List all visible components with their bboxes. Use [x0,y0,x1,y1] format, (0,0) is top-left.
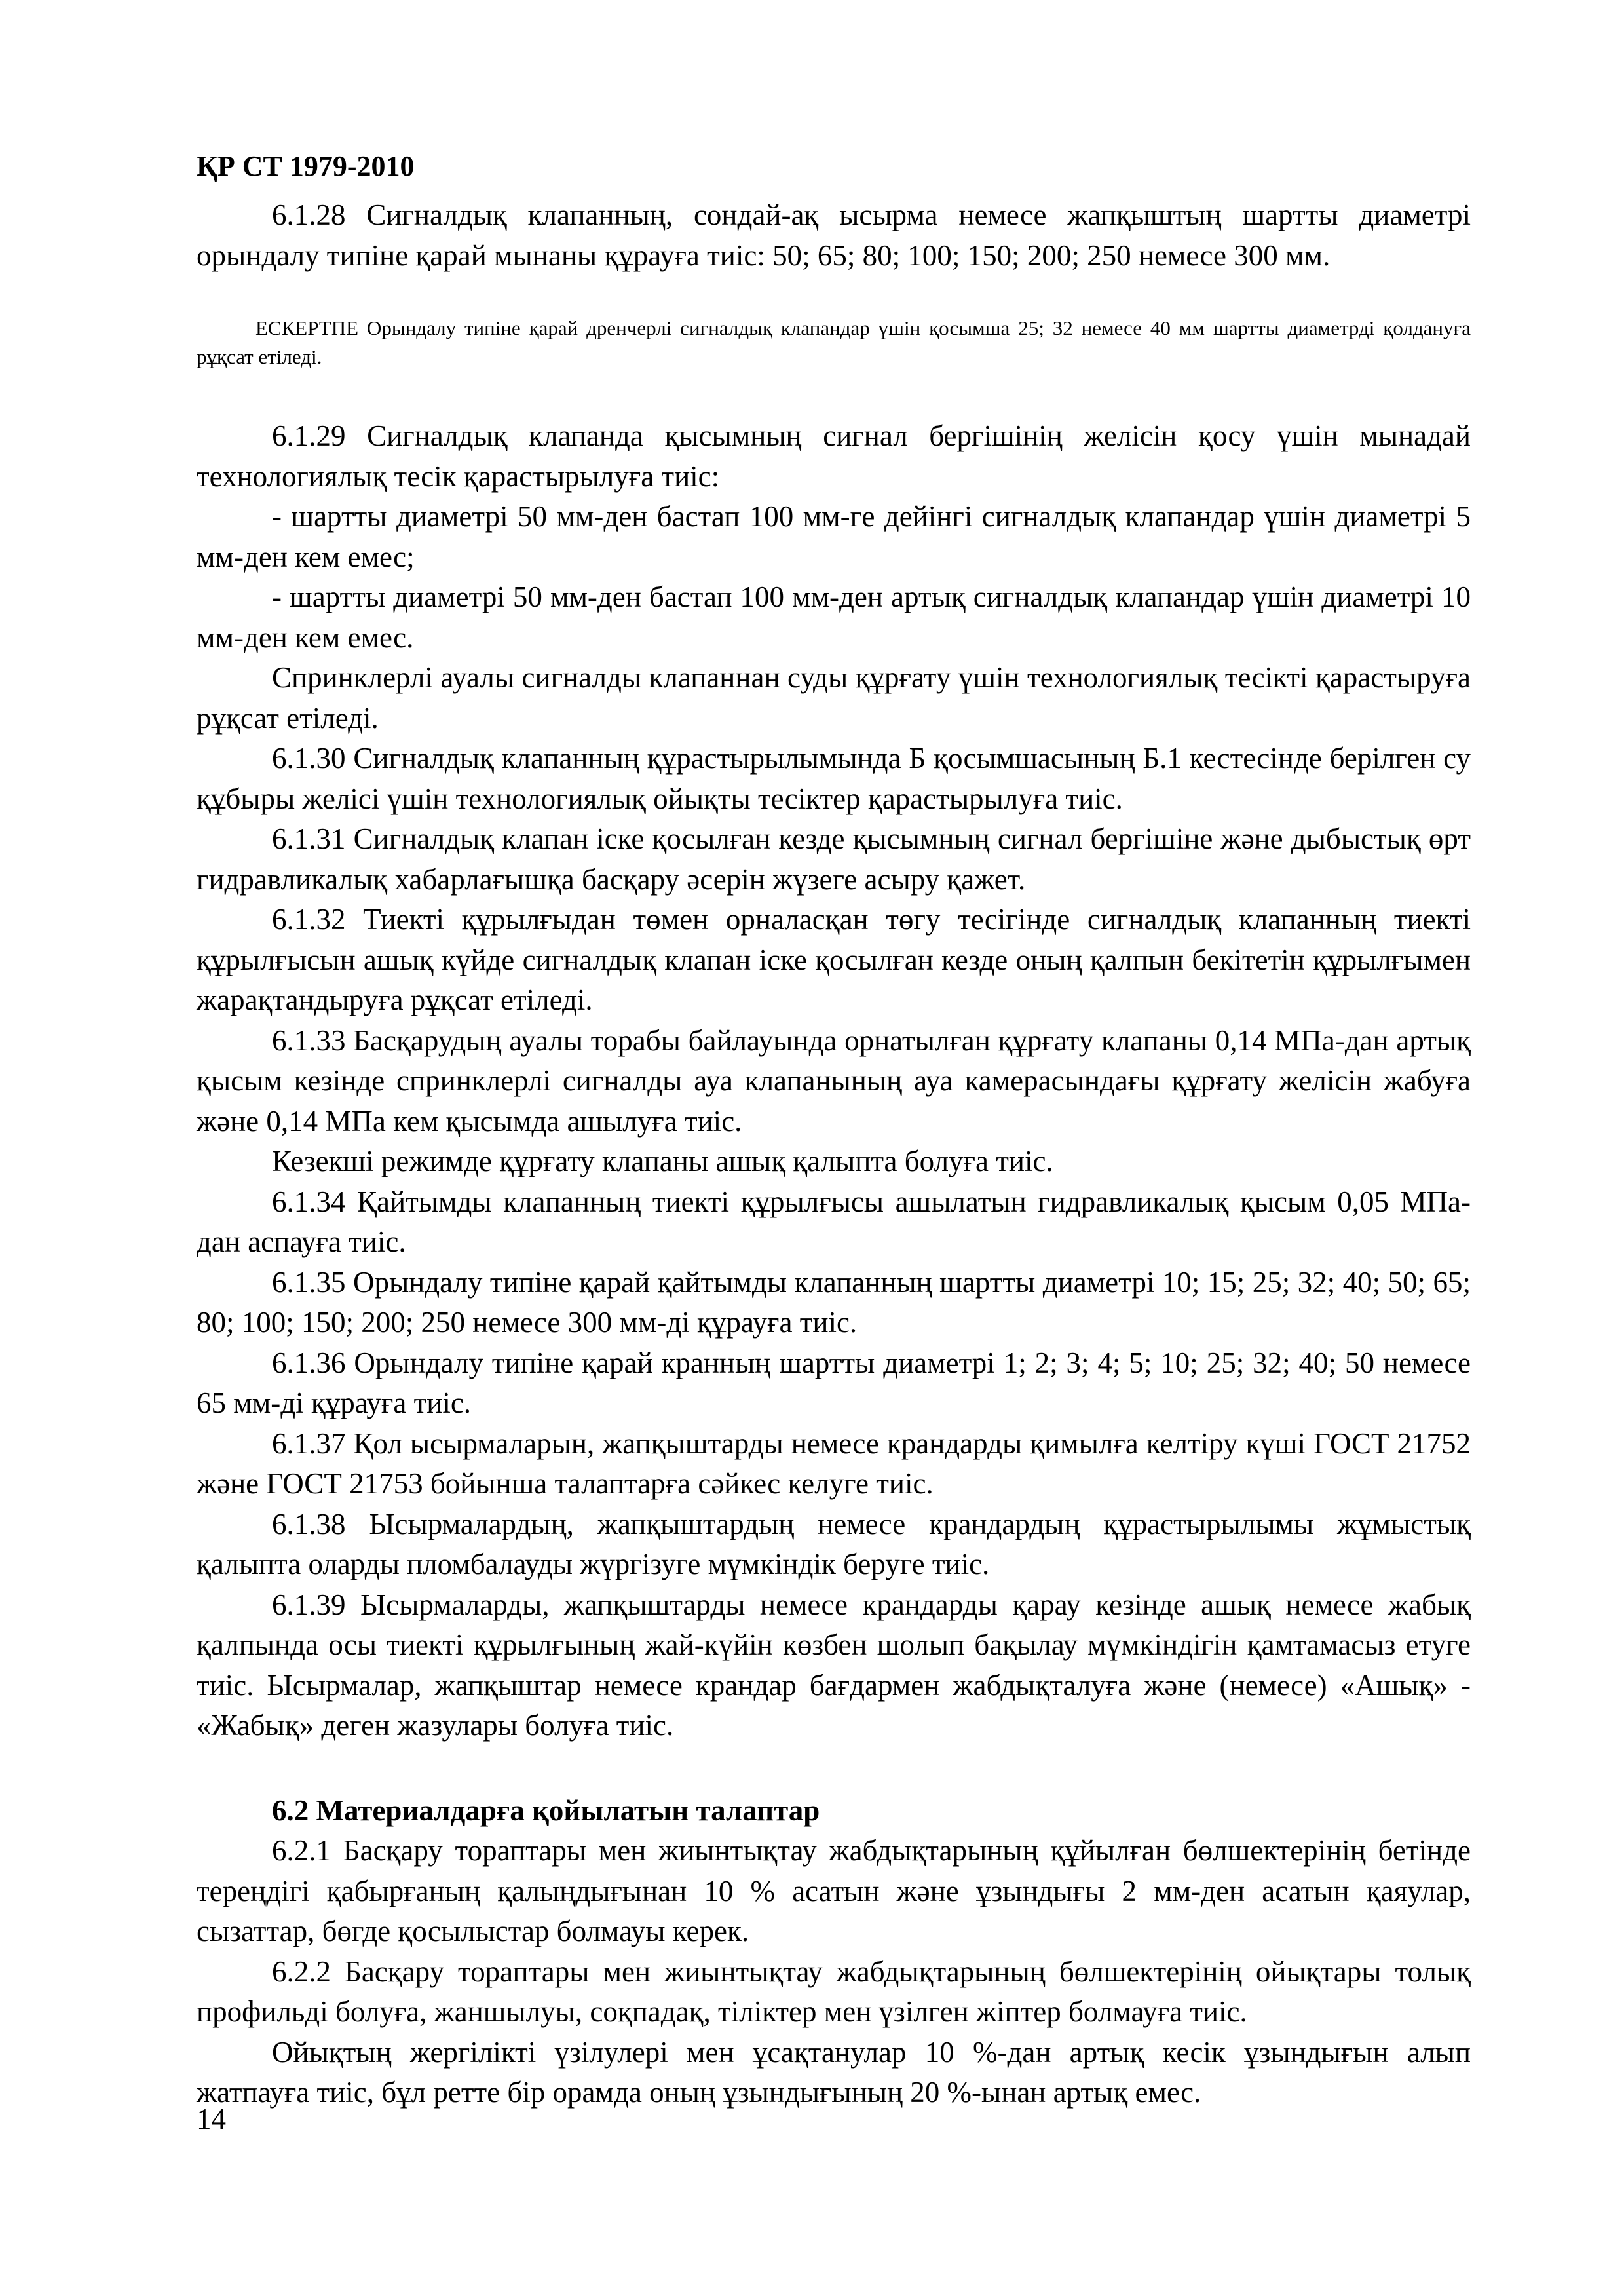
note-paragraph: ЕСКЕРТПЕ Орындалу типіне қарай дренчерлі сигналдық клапандар үшін қосымша 25; 32 немесе 40 мм шартты диаметрді қолдануға рұқсат етіледі. [197,316,1471,368]
paragraph-6-1-37: 6.1.37 Қол ысырмаларын, жапқыштарды немесе крандарды қимылға келтіру күші ГОСТ 21752 және ГОСТ 21753 бойынша талаптарға сәйкес келуге тиіс. [197,1426,1471,1500]
paragraph-6-1-28: 6.1.28 Сигналдық клапанның, сондай-ақ ысырма немесе жапқыштың шартты диаметрі орындалу типіне қарай мынаны құрауға тиіс: 50; 65; 80; 100; 150; 200; 250 немесе 300 мм. [197,199,1471,272]
document-body [197,195,1471,2113]
paragraph-6-1-32: 6.1.32 Тиекті құрылғыдан төмен орналасқан төгу тесігінде сигналдық клапанның тиекті құрылғысын ашық күйде сигналдық клапан іске қосылған кезде оның қалпын бекітетін құрылғымен жарақтандыруға рұқсат етіледі. [197,903,1471,1016]
paragraph-6-1-39: 6.1.39 Ысырмаларды, жапқыштарды немесе крандарды қарау кезінде ашық немесе жабық қалпында осы тиекті құрылғының жай-күйін көзбен шолып бақылау мүмкіндігін қамтамасыз етуге тиіс. Ысырмалар, жапқыштар немесе крандар бағдармен жабдықталуға және (немесе) «Ашық» - «Жабық» деген жазулары болуға тиіс. [197,1588,1471,1742]
paragraph-6-2-1: 6.2.1 Басқару тораптары мен жиынтықтау жабдықтарының құйылған бөлшектерінің бетінде тереңдігі қабырғаның қалыңдығынан 10 % асатын және ұзындығы 2 мм-ден асатын қаяулар, сызаттар, бөгде қосылыстар болмауы керек. [197,1834,1471,1947]
list-item-dash: - шартты диаметрі 50 мм-ден бастап 100 мм-ге дейінгі сигналдық клапандар үшін диаметрі 5 мм-ден кем емес; [197,500,1471,573]
paragraph-6-1-30: 6.1.30 Сигналдық клапанның құрастырылымында Б қосымшасының Б.1 кестесінде берілген су құбыры желісі үшін технологиялық ойықты тесіктер қарастырылуға тиіс. [197,742,1471,815]
paragraph-6-1-38: 6.1.38 Ысырмалардың, жапқыштардың немесе крандардың құрастырылымы жұмыстық қалыпта оларды пломбалауды жүргізуге мүмкіндік беруге тиіс. [197,1507,1471,1580]
list-item-dash: - шартты диаметрі 50 мм-ден бастап 100 мм-ден артық сигналдық клапандар үшін диаметрі 10 мм-ден кем емес. [197,581,1471,654]
section-title-6-2: 6.2 Материалдарға қойылатын талаптар [272,1793,820,1827]
document-header: ҚР СТ 1979-2010 [197,150,415,182]
paragraph-6-1-29: 6.1.29 Сигналдық клапанда қысымның сигнал бергішінің желісін қосу үшін мынадай технологиялық тесік қарастырылуға тиіс: [197,419,1471,493]
paragraph-6-1-35: 6.1.35 Орындалу типіне қарай қайтымды клапанның шартты диаметрі 10; 15; 25; 32; 40; 50; 65; 80; 100; 150; 200; 250 немесе 300 мм-ді құрауға тиіс. [197,1265,1471,1339]
paragraph: Кезекші режимде құрғату клапаны ашық қалыпта болуға тиіс. [272,1145,1053,1177]
paragraph-6-2-2: 6.2.2 Басқару тораптары мен жиынтықтау жабдықтарының бөлшектерінің ойықтары толық профильді болуға, жаншылуы, соқпадақ, тіліктер мен үзілген жіптер болмауға тиіс. [197,1955,1471,2028]
page-number: 14 [197,2103,226,2135]
paragraph-6-1-31: 6.1.31 Сигналдық клапан іске қосылған кезде қысымның сигнал бергішіне және дыбыстық өрт гидравликалық хабарлағышқа басқару әсерін жүзеге асыру қажет. [197,822,1471,896]
paragraph-6-1-34: 6.1.34 Қайтымды клапанның тиекті құрылғысы ашылатын гидравликалық қысым 0,05 МПа-дан аспауға тиіс. [197,1185,1471,1258]
paragraph: Спринклерлі ауалы сигналды клапаннан суды құрғату үшін технологиялық тесікті қарастыруға рұқсат етіледі. [197,661,1471,735]
paragraph-6-1-33: 6.1.33 Басқарудың ауалы торабы байлауында орнатылған құрғату клапаны 0,14 МПа-дан артық қысым кезінде спринклерлі сигналды ауа клапанының ауа камерасындағы құрғату желісін жабуға және 0,14 МПа кем қысымда ашылуға тиіс. [197,1024,1471,1138]
paragraph-6-1-36: 6.1.36 Орындалу типіне қарай кранның шартты диаметрі 1; 2; 3; 4; 5; 10; 25; 32; 40; 50 немесе 65 мм-ді құрауға тиіс. [197,1346,1471,1419]
paragraph: Ойықтың жергілікті үзілулері мен ұсақтанулар 10 %-дан артық кесік ұзындығын алып жатпауға тиіс, бұл ретте бір орамда оның ұзындығының 20 %-ынан артық емес. [197,2035,1471,2109]
